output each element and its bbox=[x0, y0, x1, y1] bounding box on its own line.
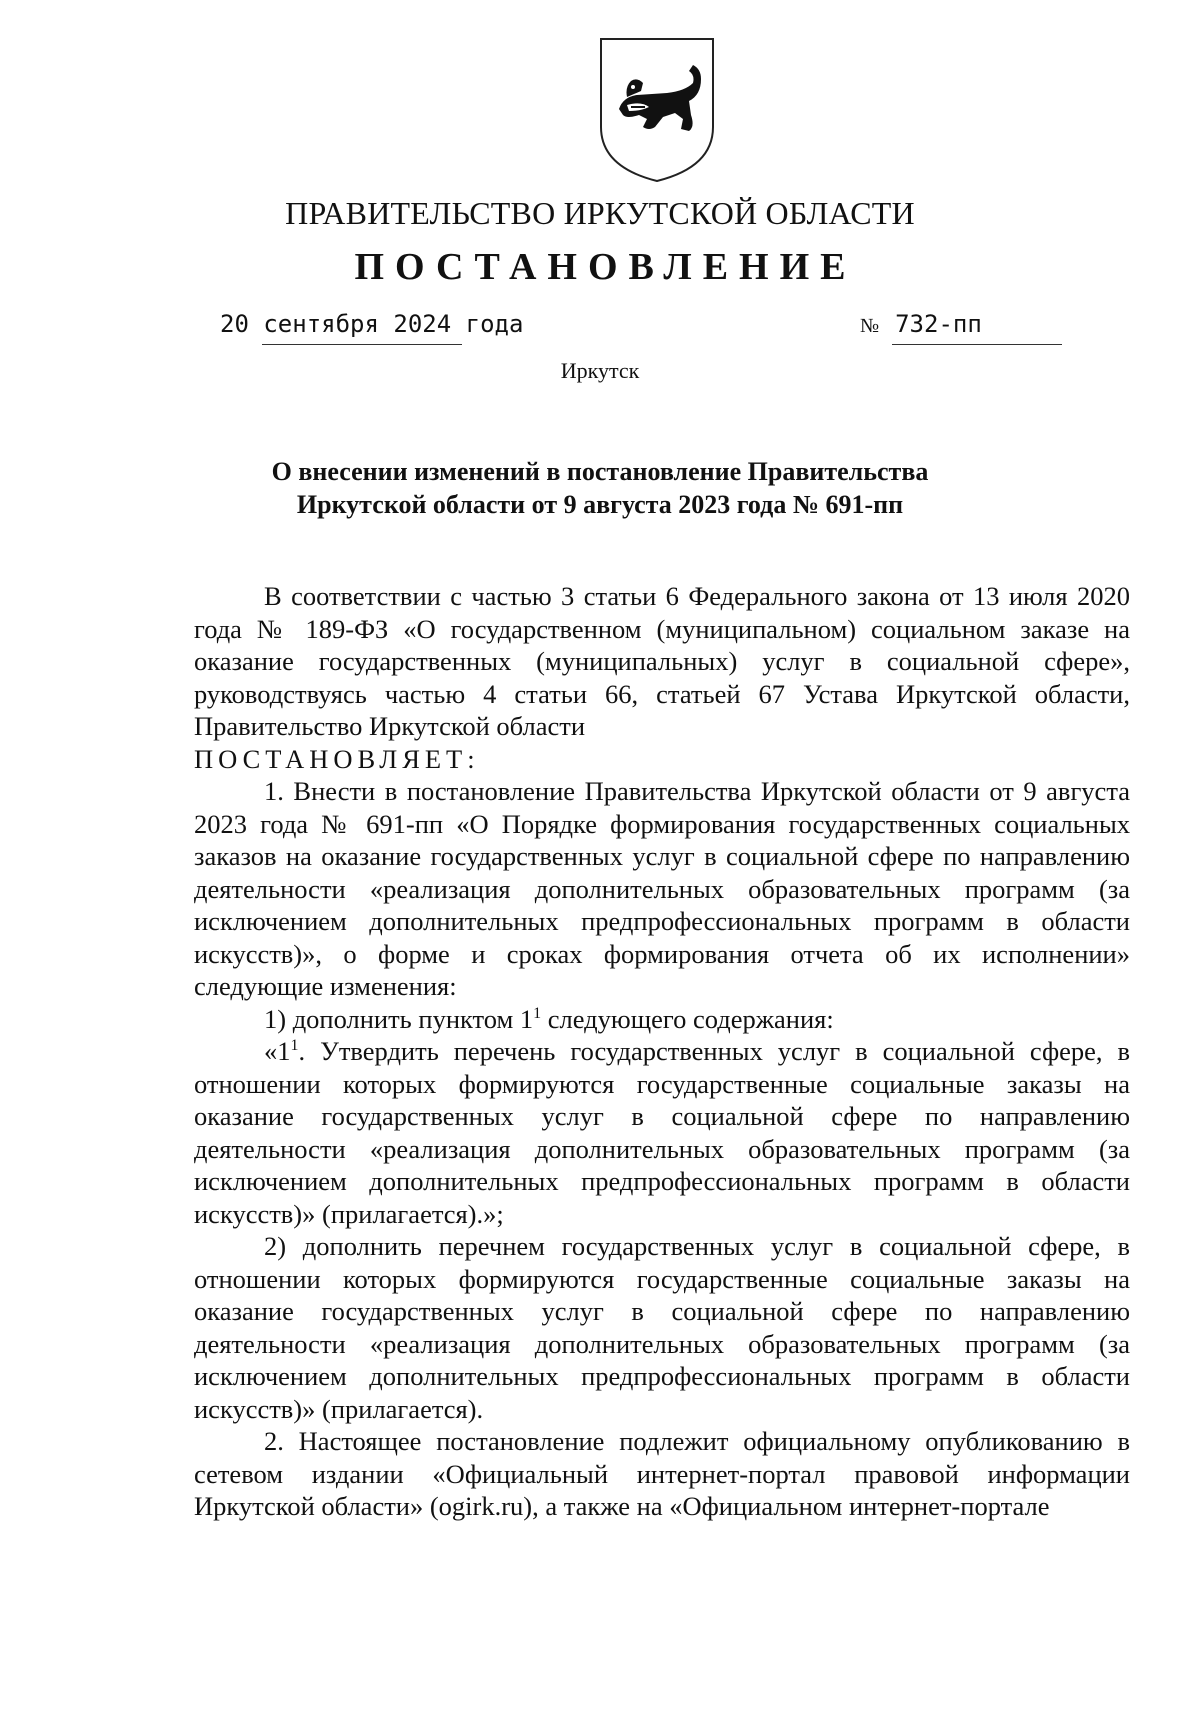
subitem-1-sup: 1 bbox=[533, 1004, 542, 1022]
number-underline bbox=[892, 344, 1062, 345]
quote-pre: «1 bbox=[264, 1036, 291, 1066]
subitem-1-pre: 1) дополнить пунктом 1 bbox=[264, 1003, 534, 1034]
subitem-2-paragraph: 2) дополнить перечнем государственных услуг в социальной сфере, в отношении которых формируются государственные социальные заказы на оказание государственных услуг в социальной сфере по направлению деятельности «реализация дополнительных образовательных программ (за исключением дополнительных предпрофессиональных программ в области искусств)» (прилагается). bbox=[194, 1231, 1130, 1424]
quote-sup: 1 bbox=[290, 1037, 299, 1054]
date-underline bbox=[262, 344, 462, 345]
city-name: Иркутск bbox=[560, 358, 640, 383]
resolve-word: ПОСТАНОВЛЯЕТ: bbox=[194, 743, 480, 774]
title-line-2: Иркутской области от 9 августа 2023 года № 691-пп bbox=[296, 490, 904, 519]
government-name: ПРАВИТЕЛЬСТВО ИРКУТСКОЙ ОБЛАСТИ bbox=[285, 195, 915, 231]
item-2-paragraph: 2. Настоящее постановление подлежит официальному опубликованию в сетевом издании «Официальный интернет-портал правовой информации Иркутской области» (ogirk.ru), а также на «Официальном интернет-портале bbox=[194, 1426, 1130, 1521]
quoted-point-paragraph bbox=[194, 1035, 1130, 1230]
subitem-1-paragraph bbox=[194, 1003, 1130, 1036]
quote-post: . Утвердить перечень государственных услуг в социальной сфере, в отношении которых формируются государственные социальные заказы на оказание государственных услуг в социальной сфере по направлению деятельности «реализация дополнительных образовательных программ (за исключением дополнительных предпрофессиональных программ в области искусств)» (прилагается).»; bbox=[194, 1036, 1130, 1229]
coat-of-arms-emblem bbox=[597, 35, 717, 183]
document-type-heading: ПОСТАНОВЛЕНИЕ bbox=[354, 246, 857, 288]
number-sign: № bbox=[860, 315, 880, 337]
item-1-paragraph: 1. Внести в постановление Правительства Иркутской области от 9 августа 2023 года № 691-пп «О Порядке формирования государственных социальных заказов на оказание государственных услуг в социальной сфере по направлению деятельности «реализация дополнительных образовательных программ (за исключением дополнительных предпрофессиональных программ в области искусств)», о форме и сроках формирования отчета об их исполнении» следующие изменения: bbox=[194, 776, 1130, 1001]
subitem-1-post: следующего содержания: bbox=[541, 1003, 834, 1034]
document-title bbox=[0, 455, 1200, 521]
document-date bbox=[220, 310, 523, 338]
number-text: 732-пп bbox=[895, 310, 982, 338]
date-text: 20 сентября 2024 года bbox=[220, 310, 524, 338]
document-body bbox=[194, 580, 1130, 1523]
document-number bbox=[860, 310, 982, 338]
intro-paragraph: В соответствии с частью 3 статьи 6 Федерального закона от 13 июля 2020 года № 189-ФЗ «О государственном (муниципальном) социальном заказе на оказание государственных (муниципальных) услуг в социальной сфере», руководствуясь частью 4 статьи 66, статьей 67 Устава Иркутской области, Правительство Иркутской области bbox=[194, 581, 1130, 741]
title-line-1: О внесении изменений в постановление Правительства bbox=[271, 457, 929, 486]
